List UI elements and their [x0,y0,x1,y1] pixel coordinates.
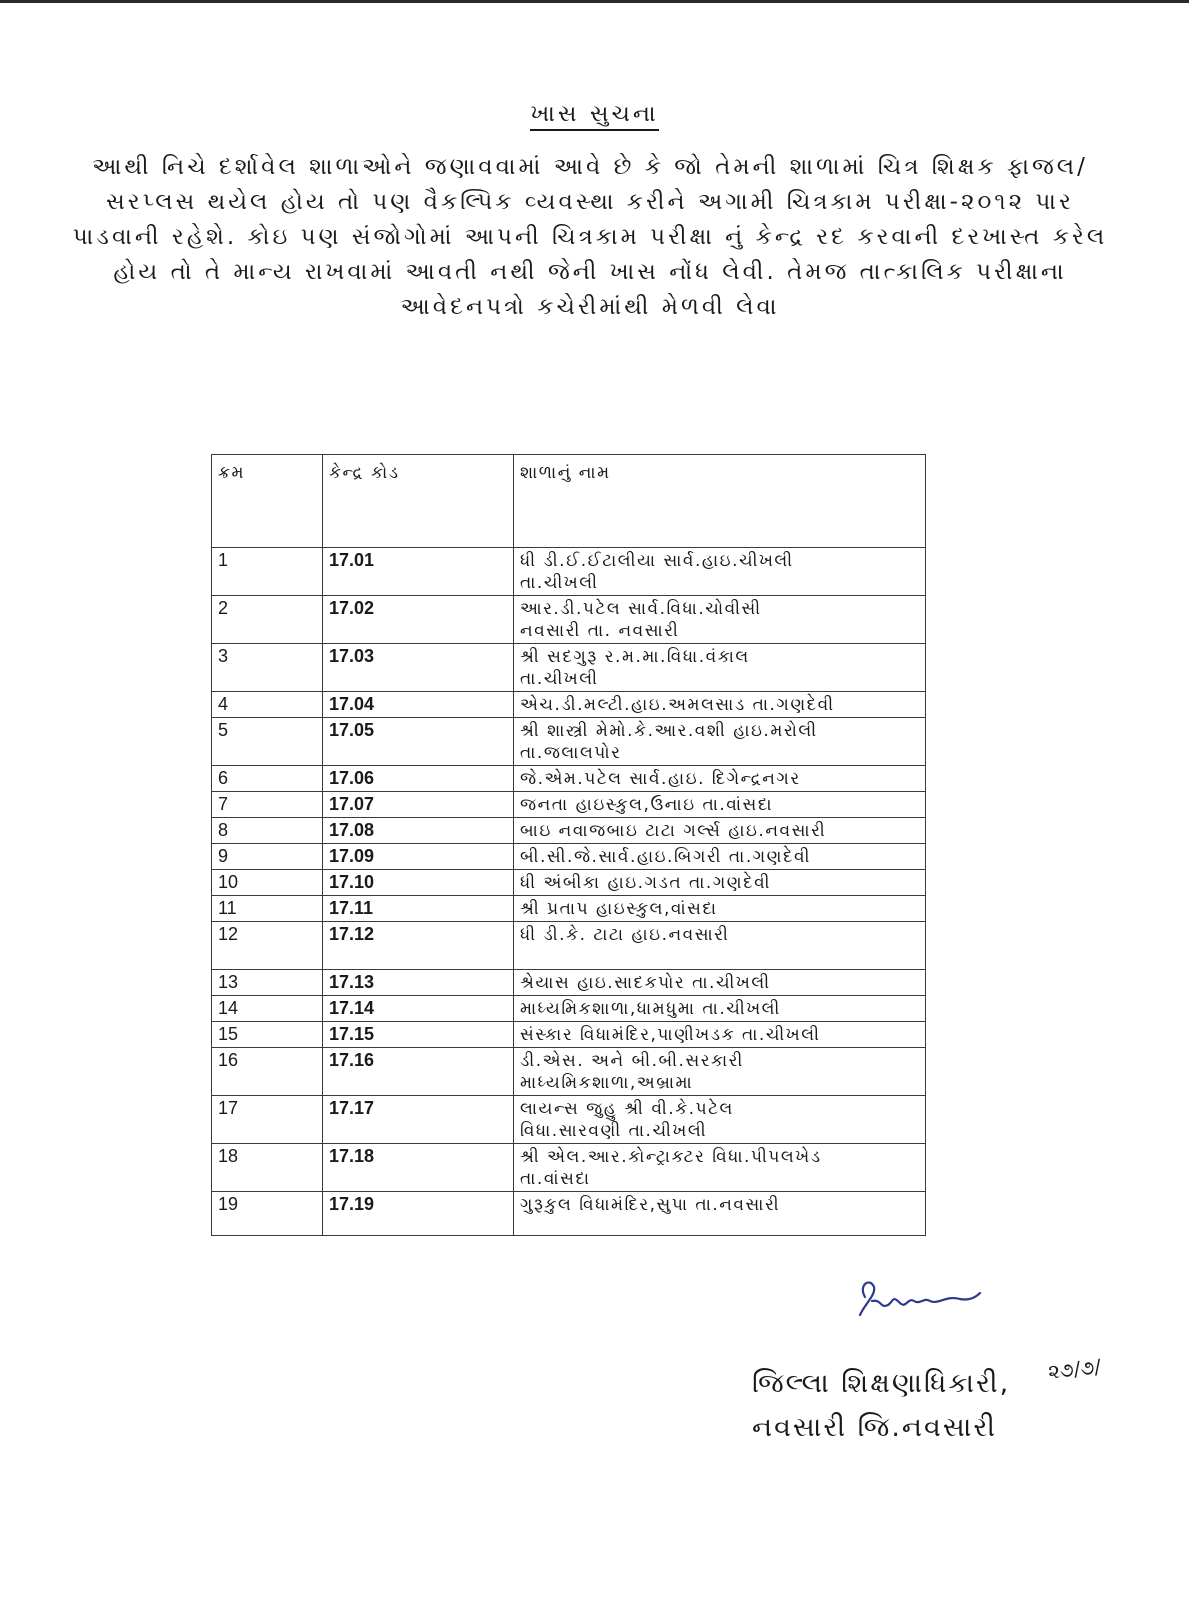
row-school-name: આર.ડી.પટેલ સાર્વ.વિધા.ચોવીસી નવસારી તા. નવસારી [514,596,926,644]
header-serial: ક્રમ [212,455,323,548]
table-header-row [212,455,926,548]
table-row [212,970,926,996]
row-school-name: માધ્યમિકશાળા,ધામધુમા તા.ચીખલી [514,996,926,1022]
row-center-code: 17.01 [323,548,514,596]
row-serial: 19 [212,1192,323,1236]
row-school-name: જે.એમ.પટેલ સાર્વ.હાઇ. દિગેન્દ્રનગર [514,766,926,792]
signature-scribble [850,1275,1020,1325]
header-center-code: કેન્દ્ર કોડ [323,455,514,548]
row-serial: 4 [212,692,323,718]
table-row [212,1144,926,1192]
row-serial: 2 [212,596,323,644]
top-border-line [0,0,1189,3]
row-center-code: 17.11 [323,896,514,922]
row-center-code: 17.18 [323,1144,514,1192]
table-row [212,718,926,766]
table-row [212,644,926,692]
table-row [212,818,926,844]
row-school-name: શ્રેયાસ હાઇ.સાદકપોર તા.ચીખલી [514,970,926,996]
row-serial: 6 [212,766,323,792]
row-serial: 12 [212,922,323,970]
notice-paragraph: આથી નિચે દર્શાવેલ શાળાઓને જણાવવામાં આવે છે કે જો તેમની શાળામાં ચિત્ર શિક્ષક ફાજલ/સરપ્લસ થયેલ હોય તો પણ વૈકલ્પિક વ્યવસ્થા કરીને અગામી ચિત્રકામ પરીક્ષા-૨૦૧૨ પાર પાડવાની રહેશે. કોઇ પણ સંજોગોમાં આપની ચિત્રકામ પરીક્ષા નું કેન્દ્ર રદ કરવાની દરખાસ્ત કરેલ હોય તો તે માન્ય રાખવામાં આવતી નથી જેની ખાસ નોંધ લેવી. તેમજ તાત્કાલિક પરીક્ષાના આવેદનપત્રો કચેરીમાંથી મેળવી લેવા [72,154,1108,320]
row-school-name: શ્રી એલ.આર.કોન્ટ્રાક્ટર વિધા.પીપલખેડ તા.વાંસદા [514,1144,926,1192]
table-row [212,1096,926,1144]
notice-title-text: ખાસ સુચના [530,101,658,131]
officer-designation: જિલ્લા શિક્ષણાધિકારી, [752,1368,1011,1399]
row-center-code: 17.13 [323,970,514,996]
table-row [212,844,926,870]
row-center-code: 17.14 [323,996,514,1022]
row-center-code: 17.02 [323,596,514,644]
row-serial: 10 [212,870,323,896]
table-row [212,996,926,1022]
table-row [212,1192,926,1236]
row-school-name: શ્રી સદગુરૂ ર.મ.મા.વિધા.વંકાલ તા.ચીખલી [514,644,926,692]
row-serial: 13 [212,970,323,996]
row-center-code: 17.19 [323,1192,514,1236]
table-row [212,596,926,644]
row-center-code: 17.17 [323,1096,514,1144]
row-school-name: ધી ડી.કે. ટાટા હાઇ.નવસારી [514,922,926,970]
row-school-name: બી.સી.જે.સાર્વ.હાઇ.બિગરી તા.ગણદેવી [514,844,926,870]
row-center-code: 17.06 [323,766,514,792]
row-serial: 7 [212,792,323,818]
row-center-code: 17.08 [323,818,514,844]
schools-table [211,454,926,1236]
table-row [212,692,926,718]
row-serial: 11 [212,896,323,922]
row-serial: 15 [212,1022,323,1048]
row-serial: 5 [212,718,323,766]
handwritten-date: ૨૭/૭/ [1046,1354,1103,1384]
table-row [212,548,926,596]
row-school-name: ધી અંબીકા હાઇ.ગડત તા.ગણદેવી [514,870,926,896]
row-serial: 9 [212,844,323,870]
officer-block [752,1362,1010,1450]
row-center-code: 17.05 [323,718,514,766]
row-center-code: 17.10 [323,870,514,896]
row-serial: 8 [212,818,323,844]
row-school-name: ડી.એસ. અને બી.બી.સરકારી માધ્યમિકશાળા,અબ્રામા [514,1048,926,1096]
row-serial: 16 [212,1048,323,1096]
table-row [212,922,926,970]
row-serial: 18 [212,1144,323,1192]
header-school-name: શાળાનું નામ [514,455,926,548]
row-school-name: ગુરૂકુલ વિધામંદિર,સુપા તા.નવસારી [514,1192,926,1236]
row-school-name: ધી ડી.ઈ.ઈટાલીયા સાર્વ.હાઇ.ચીખલી તા.ચીખલી [514,548,926,596]
row-center-code: 17.16 [323,1048,514,1096]
row-school-name: સંસ્કાર વિધામંદિર,પાણીખડક તા.ચીખલી [514,1022,926,1048]
row-center-code: 17.09 [323,844,514,870]
table-row [212,766,926,792]
row-center-code: 17.04 [323,692,514,718]
row-serial: 14 [212,996,323,1022]
table-row [212,896,926,922]
row-center-code: 17.03 [323,644,514,692]
table-row [212,870,926,896]
row-school-name: જનતા હાઇસ્કુલ,ઉનાઇ તા.વાંસદા [514,792,926,818]
row-center-code: 17.07 [323,792,514,818]
notice-title [0,101,1189,127]
row-school-name: એચ.ડી.મલ્ટી.હાઇ.અમલસાડ તા.ગણદેવી [514,692,926,718]
row-serial: 1 [212,548,323,596]
table-row [212,1048,926,1096]
row-school-name: લાયન્સ જુહુ શ્રી વી.કે.પટેલ વિધા.સારવણી તા.ચીખલી [514,1096,926,1144]
row-serial: 3 [212,644,323,692]
row-serial: 17 [212,1096,323,1144]
row-school-name: બાઇ નવાજબાઇ ટાટા ગર્લ્સ હાઇ.નવસારી [514,818,926,844]
table-row [212,792,926,818]
row-school-name: શ્રી પ્રતાપ હાઇસ્કુલ,વાંસદા [514,896,926,922]
row-center-code: 17.12 [323,922,514,970]
row-school-name: શ્રી શાસ્ત્રી મેમો.કે.આર.વશી હાઇ.મરોલી તા.જલાલપોર [514,718,926,766]
table-row [212,1022,926,1048]
officer-location: નવસારી જિ.નવસારી [752,1412,998,1443]
row-center-code: 17.15 [323,1022,514,1048]
